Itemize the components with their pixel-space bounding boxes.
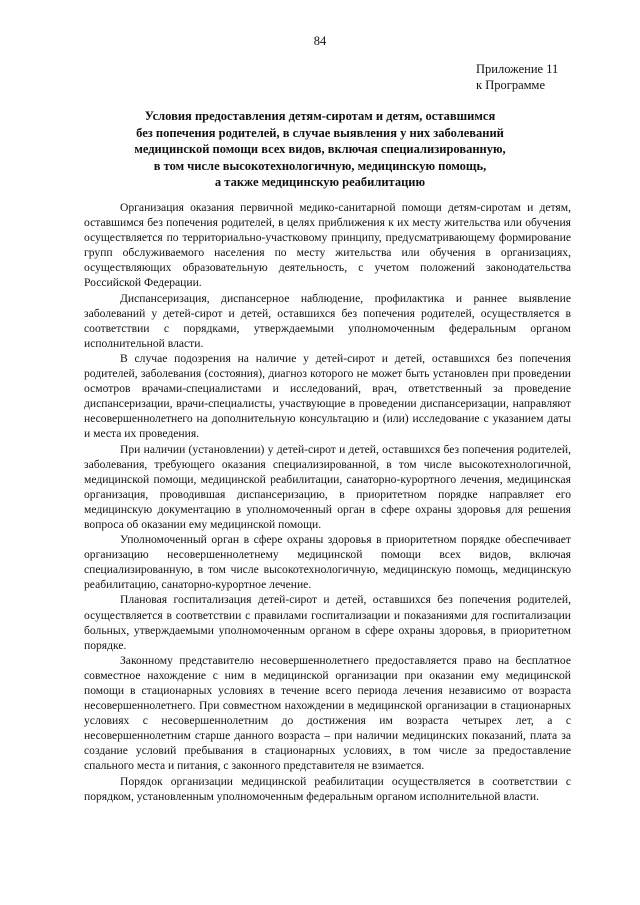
paragraph: Законному представителю несовершеннолетнего предоставляется право на бесплатное совместное нахождение с ним в медицинской организации при оказании ему медицинской помощи в стационарных условиях в течение всего периода лечения независимо от возраста несовершеннолетнего. При совместном нахождении в медицинской организации в стационарных условиях с несовершеннолетним до достижения им возраста четырех лет, а с несовершеннолетним старше данного возраста – при наличии медицинских показаний, плата за создание условий пребывания в стационарных условиях, в том числе за предоставление спального места и питания, с законного представителя не взимается.: [84, 653, 571, 773]
paragraph: Порядок организации медицинской реабилитации осуществляется в соответствии с порядком, установленным уполномоченным федеральным органом исполнительной власти.: [84, 774, 571, 803]
page-number: 84: [313, 34, 327, 48]
title-line: в том числе высокотехнологичную, медицинскую помощь,: [153, 158, 487, 173]
appendix-caption: [476, 61, 596, 93]
paragraph: Уполномоченный орган в сфере охраны здоровья в приоритетном порядке обеспечивает организацию несовершеннолетнему медицинской помощи всех видов, включая специализированную, в том числе высокотехнологичную, медицинскую помощь, медицинскую реабилитацию, санаторно-курортное лечение.: [84, 533, 571, 592]
paragraph: В случае подозрения на наличие у детей-сирот и детей, оставшихся без попечения родителей, заболевания (состояния), диагноз которого не может быть установлен при проведении осмотров врачами-специалистами и исследований, врач, ответственный за проведение диспансеризации, врачи-специалисты, участвующие в проведении диспансеризации, направляют несовершеннолетнего на дополнительную консультацию и (или) исследование с указанием даты и места их проведения.: [84, 351, 571, 441]
document-title: [70, 108, 570, 191]
appendix-line-1: Приложение 11: [476, 62, 559, 76]
paragraph: При наличии (установлении) у детей-сирот и детей, оставшихся без попечения родителей, заболевания, требующего оказания специализированной, в том числе высокотехнологичной, медицинской помощи, медицинской реабилитации, санаторно-курортного лечения, медицинская организация, проводившая диспансеризацию, в приоритетном порядке направляет его медицинскую документацию в уполномоченный орган в сфере охраны здоровья для решения вопроса об оказании ему медицинской помощи.: [84, 442, 571, 531]
paragraph: Диспансеризация, диспансерное наблюдение, профилактика и раннее выявление заболеваний у детей-сирот и детей, оставшихся без попечения родителей, осуществляется в соответствии с порядками, утверждаемыми уполномоченным федеральным органом исполнительной власти.: [84, 291, 571, 350]
title-line: без попечения родителей, в случае выявления у них заболеваний: [136, 125, 504, 140]
appendix-line-2: к Программе: [476, 78, 546, 92]
paragraph: Организация оказания первичной медико-санитарной помощи детям-сиротам и детям, оставшимся без попечения родителей, в целях приближения к их месту жительства или обучения осуществляется по территориально-участковому принципу, предусматривающему формирование групп обслуживаемого населения по месту жительства или обучения в организациях, осуществляющих образовательную деятельность, с учетом положений законодательства Российской Федерации.: [84, 201, 571, 290]
title-line: Условия предоставления детям-сиротам и детям, оставшимся: [144, 109, 496, 123]
title-line: медицинской помощи всех видов, включая специализированную,: [134, 142, 506, 157]
document-body: [84, 200, 571, 804]
paragraph: Плановая госпитализация детей-сирот и детей, оставшихся без попечения родителей, осуществляется в соответствии с правилами госпитализации и показаниями для госпитализации больных, утверждаемыми уполномоченным органом в сфере охраны здоровья, в приоритетном порядке.: [84, 593, 571, 652]
title-line: а также медицинскую реабилитацию: [214, 175, 426, 190]
